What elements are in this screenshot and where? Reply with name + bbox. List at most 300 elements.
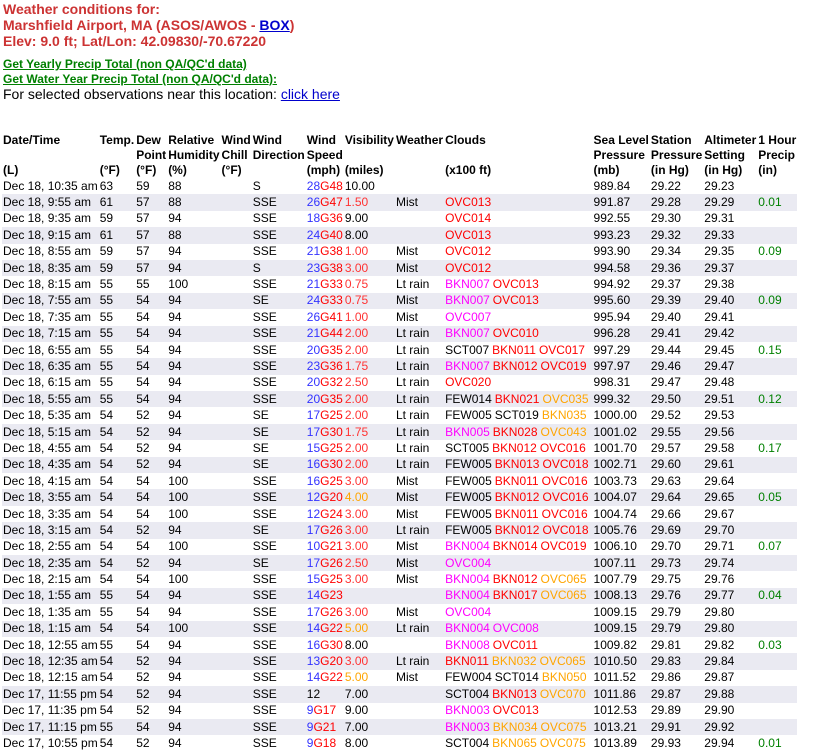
cell-wx: Lt rain (395, 457, 444, 473)
cloud-layer: BKN007 (445, 326, 490, 341)
cloud-layer: FEW004 (445, 670, 492, 685)
column-header-line: Clouds (445, 133, 486, 147)
cell-wx: Lt rain (395, 408, 430, 423)
table-row (2, 375, 797, 391)
wind-gust: G38 (320, 260, 343, 275)
cell-rh: 100 (168, 473, 189, 488)
cloud-layer: FEW005 (445, 506, 492, 521)
wind-speed: 17 (306, 555, 321, 570)
wind-speed: 21 (306, 244, 321, 259)
cell-alt: 29.80 (704, 604, 735, 619)
cell-dir: SSE (252, 309, 277, 324)
cell-dir: SSE (252, 539, 277, 554)
cell-dew: 54 (136, 539, 150, 554)
wind-speed: 14 (306, 670, 321, 685)
cell-vis: 1.00 (344, 309, 369, 324)
cloud-layer: BKN004 (445, 621, 490, 636)
cell-pcp (757, 571, 797, 587)
cell-dir: SSE (252, 572, 277, 587)
cell-chill (221, 227, 252, 243)
cell-temp: 54 (99, 457, 135, 473)
cell-temp: 55 (99, 375, 114, 390)
cell-rh: 100 (167, 621, 220, 637)
cell-vis: 7.00 (344, 719, 395, 735)
column-header-line: (°F) (221, 163, 242, 177)
cell-wx: Lt rain (395, 653, 444, 669)
cloud-layer: OVC008 (492, 621, 539, 636)
cell-chill (221, 670, 252, 686)
cell-alt: 29.94 (704, 735, 735, 750)
cell-vis: 2.00 (344, 408, 369, 423)
cell-chill (221, 719, 252, 735)
cell-dir: SSE (252, 604, 277, 619)
cell-chill (221, 506, 252, 522)
cell-chill (221, 735, 252, 751)
cell-chill (221, 326, 252, 342)
cell-vis: 7.00 (344, 686, 395, 702)
cloud-layer: OVC016 (541, 506, 588, 521)
table-row (2, 473, 797, 489)
cell-stp: 29.93 (650, 735, 681, 750)
cell-wx: Lt rain (395, 522, 444, 538)
cell-slp: 995.60 (593, 293, 650, 309)
yearly-precip-link[interactable]: Get Yearly Precip Total (non QA/QC'd data) (3, 57, 247, 71)
cell-chill (221, 637, 252, 653)
cell-slp: 1011.52 (593, 670, 637, 685)
cell-stp: 29.40 (650, 309, 681, 324)
cell-slp: 996.28 (593, 326, 650, 342)
cell-chill (221, 653, 252, 669)
cell-alt: 29.90 (704, 703, 735, 718)
wind-gust: G21 (320, 539, 343, 554)
cloud-layer: BKN035 (541, 408, 587, 423)
cell-alt: 29.92 (703, 719, 757, 735)
wind-speed: 24 (306, 227, 321, 242)
cloud-layer: OVC013 (492, 277, 539, 292)
cell-alt: 29.56 (703, 424, 757, 440)
cell-slp: 1013.21 (593, 719, 650, 735)
cell-vis: 0.75 (344, 293, 395, 309)
cell-time: Dec 17, 11:15 pm (3, 719, 97, 734)
cell-clouds (444, 473, 592, 489)
cell-chill (221, 621, 252, 637)
cell-wx: Mist (395, 260, 444, 276)
cloud-layer: OVC007 (445, 309, 492, 324)
cell-temp: 54 (99, 473, 114, 488)
cell-rh: 94 (168, 342, 182, 357)
cell-alt: 29.53 (704, 408, 735, 423)
table-row (2, 309, 797, 325)
cell-dir: SSE (252, 375, 277, 390)
wind-speed: 26 (306, 195, 321, 210)
cell-time: Dec 17, 11:35 pm (3, 703, 97, 718)
cell-vis: 5.00 (344, 670, 369, 685)
cell-slp: 1007.79 (593, 572, 637, 587)
cell-stp: 29.76 (650, 588, 703, 604)
cell-wind (306, 260, 344, 276)
wind-gust: G25 (320, 572, 343, 587)
cell-wind (306, 326, 344, 342)
cell-vis: 2.00 (344, 326, 395, 342)
cell-temp: 55 (99, 358, 135, 374)
column-header-line (100, 148, 134, 163)
cloud-layer: OVC018 (542, 457, 589, 472)
wfo-link[interactable]: BOX (259, 17, 290, 33)
wind-speed: 21 (306, 326, 321, 341)
cell-time: Dec 17, 10:55 pm (3, 735, 98, 750)
column-header-line: Dew (136, 133, 161, 147)
cell-rh: 94 (167, 457, 220, 473)
cloud-layer: OVC016 (539, 440, 586, 455)
cell-pcp (757, 309, 797, 325)
cell-clouds (444, 653, 592, 669)
cloud-layer: BKN012 (492, 572, 538, 587)
cell-clouds (444, 326, 592, 342)
cell-alt: 29.65 (703, 489, 757, 505)
cell-clouds (444, 276, 592, 292)
cloud-layer: SCT007 (445, 342, 490, 357)
cell-pcp: 0.17 (758, 440, 782, 455)
cloud-layer: OVC013 (492, 703, 539, 718)
cell-wind (306, 555, 344, 571)
cell-chill (221, 309, 252, 325)
cell-stp: 29.73 (650, 555, 703, 571)
cell-dew: 57 (136, 244, 150, 259)
cell-alt: 29.38 (704, 277, 735, 292)
cell-wind (306, 276, 344, 292)
cell-pcp: 0.03 (758, 637, 782, 652)
cell-wind (306, 424, 344, 440)
cell-pcp (757, 621, 797, 637)
column-header-line (396, 148, 443, 163)
cell-clouds (444, 391, 592, 407)
cell-dew: 52 (135, 457, 167, 473)
table-row (2, 178, 797, 194)
column-header-line: (mph) (306, 163, 341, 177)
cell-chill (221, 211, 252, 227)
cell-time: Dec 18, 3:55 am (2, 489, 99, 505)
cell-temp: 54 (99, 440, 114, 455)
cell-alt: 29.76 (704, 572, 735, 587)
cell-clouds (444, 670, 592, 686)
cell-slp: 999.32 (593, 391, 650, 407)
cell-time: Dec 18, 4:15 am (3, 473, 92, 488)
cell-slp: 995.94 (593, 309, 631, 324)
wind-speed: 28 (306, 178, 321, 193)
cell-chill (221, 539, 252, 555)
water-year-precip-link[interactable]: Get Water Year Precip Total (non QA/QC'd data): (3, 72, 278, 86)
cell-slp: 1005.76 (593, 522, 650, 538)
cell-clouds (444, 621, 592, 637)
cloud-layer: BKN007 (445, 358, 490, 373)
wind-gust: G47 (320, 195, 343, 210)
cell-dir: SSE (252, 703, 277, 718)
cell-clouds (444, 539, 592, 555)
cell-wind (306, 244, 344, 260)
wind-speed: 17 (306, 408, 321, 423)
wind-gust: G44 (320, 326, 343, 341)
cell-alt: 29.71 (704, 539, 735, 554)
cell-stp: 29.52 (650, 408, 681, 423)
cell-stp: 29.44 (650, 342, 681, 357)
cell-clouds (444, 424, 592, 440)
cell-vis: 2.00 (344, 342, 369, 357)
cell-pcp: 0.01 (758, 735, 782, 750)
wind-speed: 12 (306, 686, 321, 701)
wind-gust: G23 (320, 588, 343, 603)
cell-alt: 29.77 (703, 588, 757, 604)
cell-time: Dec 18, 12:35 am (3, 654, 98, 669)
cell-wind (306, 375, 344, 391)
table-row (2, 358, 797, 374)
cell-wind (306, 293, 344, 309)
cell-rh: 88 (167, 227, 220, 243)
cell-wx (395, 588, 444, 604)
cell-pcp: 0.04 (757, 588, 797, 604)
cell-pcp (757, 719, 797, 735)
cell-temp: 55 (99, 309, 114, 324)
table-row (2, 653, 797, 669)
cloud-layer: OVC075 (539, 735, 586, 750)
cell-alt: 29.88 (703, 686, 757, 702)
cell-dew: 54 (136, 637, 150, 652)
table-row (2, 539, 797, 555)
click-here-link[interactable]: click here (280, 86, 340, 102)
cell-wind (306, 703, 344, 719)
cell-pcp (757, 326, 797, 342)
cell-time: Dec 18, 7:35 am (3, 309, 92, 324)
wind-gust: G36 (320, 358, 343, 373)
cell-pcp: 0.09 (757, 293, 797, 309)
table-row (2, 555, 797, 571)
cell-clouds (444, 440, 592, 456)
cell-chill (221, 260, 252, 276)
cell-slp: 1004.74 (593, 506, 637, 521)
cloud-layer: BKN008 (445, 637, 490, 652)
cell-dew: 54 (136, 572, 150, 587)
cell-time: Dec 18, 7:55 am (2, 293, 99, 309)
column-header-line: (in Hg) (650, 163, 689, 177)
cell-stp: 29.70 (650, 539, 681, 554)
cell-time: Dec 18, 1:35 am (3, 604, 92, 619)
cell-vis: 3.00 (344, 260, 395, 276)
cell-wind (306, 342, 344, 358)
table-row (2, 637, 797, 653)
cell-wx: Mist (395, 293, 444, 309)
cloud-layer: BKN012 (494, 490, 540, 505)
column-header-line: Date/Time (3, 133, 61, 147)
cell-dew: 57 (135, 194, 167, 210)
column-header (2, 133, 99, 178)
column-header-line: Station (650, 133, 692, 147)
cell-clouds (444, 637, 592, 653)
cell-slp: 1003.73 (593, 473, 637, 488)
cell-dir: SSE (252, 358, 306, 374)
cell-vis: 3.00 (344, 604, 369, 619)
cell-pcp (757, 604, 797, 620)
table-row (2, 489, 797, 505)
cell-rh: 94 (167, 358, 220, 374)
cell-dew: 52 (135, 653, 167, 669)
cell-time: Dec 18, 7:15 am (2, 326, 99, 342)
cell-temp: 54 (99, 555, 135, 571)
column-header (444, 133, 592, 178)
column-header-line: Weather (395, 133, 444, 147)
wind-gust: G21 (313, 719, 337, 734)
wind-gust: G22 (320, 621, 343, 636)
cell-dir: SSE (252, 227, 306, 243)
wind-speed: 9 (306, 719, 314, 734)
wind-speed: 15 (306, 440, 321, 455)
cell-pcp (757, 407, 797, 423)
cell-alt: 29.80 (703, 621, 757, 637)
cell-wx: Mist (395, 572, 418, 587)
wind-gust: G24 (320, 506, 343, 521)
cell-time: Dec 18, 2:35 am (2, 555, 99, 571)
cell-temp: 55 (99, 326, 135, 342)
cell-wx: Mist (395, 539, 418, 554)
cell-rh: 94 (167, 719, 220, 735)
wind-speed: 14 (306, 621, 321, 636)
column-header (757, 133, 797, 178)
cell-wx (395, 735, 444, 751)
cell-rh: 100 (168, 506, 189, 521)
column-header-line (396, 163, 443, 178)
cell-wind (306, 571, 344, 587)
cell-time: Dec 17, 11:55 pm (3, 686, 97, 701)
cell-slp: 1001.02 (593, 424, 650, 440)
cell-alt: 29.51 (703, 391, 757, 407)
column-header (252, 133, 306, 178)
cell-dew: 52 (136, 670, 150, 685)
cell-temp: 55 (99, 391, 135, 407)
wind-gust: G32 (320, 375, 343, 390)
cell-wx: Mist (395, 194, 444, 210)
cloud-layer: OVC018 (542, 522, 589, 537)
column-header-line: Chill (221, 148, 248, 162)
cell-wx (395, 211, 444, 227)
cell-pcp: 0.09 (758, 244, 782, 259)
cell-dew: 52 (136, 703, 150, 718)
cell-vis: 3.00 (344, 506, 369, 521)
cell-stp: 29.55 (650, 424, 703, 440)
cloud-layer: BKN011 (492, 342, 536, 357)
cell-dew: 52 (136, 735, 150, 750)
cloud-layer: BKN032 (491, 654, 537, 669)
cell-dew: 54 (135, 293, 167, 309)
cloud-layer: BKN007 (445, 277, 490, 292)
cell-alt: 29.35 (704, 244, 735, 259)
wind-speed: 9 (306, 735, 314, 750)
cell-wx: Lt rain (395, 424, 444, 440)
cell-alt: 29.37 (703, 260, 757, 276)
cell-rh: 94 (167, 260, 220, 276)
wind-gust: G30 (320, 637, 343, 652)
table-body (2, 178, 797, 752)
table-row (2, 686, 797, 702)
cloud-layer: SCT014 (494, 670, 539, 685)
cloud-layer: FEW005 (445, 473, 492, 488)
column-header-line: Relative (168, 133, 215, 147)
column-header-line (345, 148, 394, 163)
cell-temp: 61 (99, 227, 135, 243)
cell-wind (306, 358, 344, 374)
table-row (2, 735, 797, 751)
cell-clouds (444, 227, 592, 243)
cell-stp: 29.57 (650, 440, 681, 455)
cell-dir: SSE (252, 621, 306, 637)
cell-time: Dec 18, 6:35 am (2, 358, 99, 374)
cell-time: Dec 18, 8:35 am (2, 260, 99, 276)
column-header-line (3, 148, 98, 163)
cell-rh: 100 (168, 539, 189, 554)
cloud-layer: OVC075 (540, 719, 587, 734)
cell-stp: 29.32 (650, 227, 703, 243)
cell-pcp (757, 178, 797, 194)
cell-clouds (444, 309, 592, 325)
cell-time: Dec 18, 5:35 am (3, 408, 92, 423)
cell-dew: 54 (136, 342, 150, 357)
cloud-layer: SCT019 (494, 408, 539, 423)
cell-stp: 29.28 (650, 194, 703, 210)
column-header-line: Point (136, 148, 167, 162)
cell-temp: 54 (99, 506, 114, 521)
cell-alt: 29.23 (704, 178, 735, 193)
cloud-layer: BKN005 (445, 424, 490, 439)
cell-stp: 29.69 (650, 522, 703, 538)
cell-pcp: 0.12 (757, 391, 797, 407)
cell-clouds (444, 555, 592, 571)
cell-wx: Mist (395, 244, 418, 259)
cell-pcp: 0.05 (757, 489, 797, 505)
table-row (2, 244, 797, 260)
cell-temp: 54 (99, 653, 135, 669)
cell-clouds (444, 375, 592, 391)
cell-time: Dec 18, 4:55 am (3, 440, 92, 455)
cell-wx (395, 227, 444, 243)
cloud-layer: FEW005 (445, 490, 492, 505)
cell-wx: Lt rain (395, 326, 444, 342)
column-header (221, 133, 252, 178)
cell-dew: 52 (135, 424, 167, 440)
cell-time: Dec 18, 2:55 am (3, 539, 92, 554)
cell-pcp: 0.01 (757, 194, 797, 210)
cell-clouds (444, 703, 592, 719)
cell-pcp (757, 260, 797, 276)
table-row (2, 194, 797, 210)
cell-temp: 54 (99, 408, 114, 423)
cell-alt: 29.67 (704, 506, 735, 521)
cell-temp: 59 (99, 244, 114, 259)
wind-speed: 12 (306, 490, 321, 505)
cell-vis (344, 588, 395, 604)
cloud-layer: BKN004 (445, 539, 490, 554)
column-header (135, 133, 167, 178)
table-row (2, 522, 797, 538)
cell-wx: Mist (395, 489, 444, 505)
cell-time: Dec 18, 1:55 am (2, 588, 99, 604)
cell-wind (306, 719, 344, 735)
cell-time: Dec 18, 3:15 am (2, 522, 99, 538)
cell-vis: 9.00 (344, 211, 369, 226)
cell-dir: SE (252, 522, 306, 538)
cell-slp: 1004.07 (593, 489, 650, 505)
cell-rh: 94 (168, 244, 182, 259)
cell-wx (395, 719, 444, 735)
cell-clouds (444, 342, 592, 358)
cell-dir: SSE (252, 653, 306, 669)
cloud-layer: BKN003 (445, 703, 490, 718)
